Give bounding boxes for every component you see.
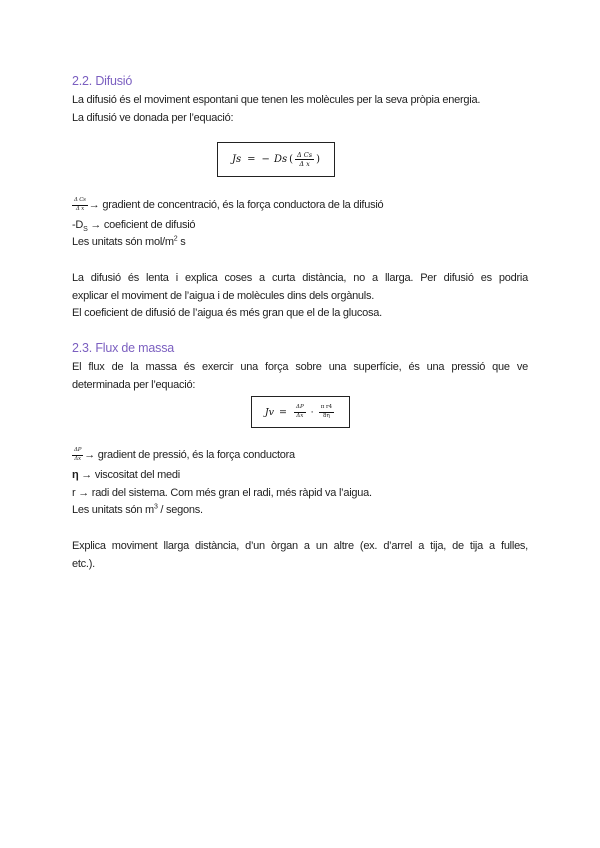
eq-minus: − xyxy=(261,154,270,165)
gradient-denominator: Δ x xyxy=(75,205,84,212)
viscosity-text: → viscositat del medi xyxy=(78,469,180,481)
difusio-definition: La difusió és el moviment espontani que tenen les molècules per la seva pròpia energia. xyxy=(72,94,481,106)
diffusion-equation xyxy=(217,142,335,177)
units2-prefix: Les unitats són m xyxy=(72,504,154,516)
pressure-gradient-numerator: ΔP xyxy=(72,448,83,456)
eq2-fraction-1-numerator: ΔP xyxy=(294,405,306,413)
gradient-text: → gradient de concentració, és la força conductora de la difusió xyxy=(88,199,384,211)
gradient-fraction xyxy=(72,198,88,212)
eq-lhs: Js xyxy=(232,154,242,165)
pressure-gradient-definition xyxy=(72,445,528,465)
mass-flux-units xyxy=(72,503,528,517)
eq-fraction-numerator: Δ Cs xyxy=(297,150,313,159)
flux-definition-line-1: El flux de la massa és exercir una força sobre una superfície, és una pressió que ve xyxy=(72,361,528,373)
flux-paragraph-line-1: Explica moviment llarga distància, d’un òrgan a un altre (ex. d’arrel a tija, de tija a fulles, xyxy=(72,540,528,552)
units-suffix: s xyxy=(177,236,186,248)
eq-equals: = xyxy=(247,154,256,165)
units-superscript: 2 xyxy=(173,235,178,243)
eq2-fraction-1-denominator: Δx xyxy=(296,412,304,419)
eq2-equals: = xyxy=(279,406,287,418)
eq2-fraction-2-denominator: 8η xyxy=(323,412,330,419)
coef-text: → coeficient de difusió xyxy=(87,219,196,231)
difusio-equation-intro: La difusió ve donada per l’equació: xyxy=(72,112,234,124)
pressure-gradient-denominator: Δx xyxy=(74,455,81,462)
eq2-fraction-2-numerator: π r4 xyxy=(319,405,335,413)
difusio-paragraph-line-1: La difusió és lenta i explica coses a curta distància, no a llarga. Per difusió es podria xyxy=(72,272,528,284)
section-heading-difusio: 2.2. Difusió xyxy=(72,74,133,88)
radius-definition: r → radi del sistema. Com més gran el radi, més ràpid va l’aigua. xyxy=(72,487,372,499)
pressure-gradient-text: → gradient de pressió, és la força conductora xyxy=(84,449,295,461)
coef-prefix: -D xyxy=(72,219,84,231)
gradient-numerator: Δ Cs xyxy=(72,198,88,206)
difusio-paragraph-line-3: El coeficient de difusió de l’aigua és més gran que el de la glucosa. xyxy=(72,307,382,319)
eq2-dot: · xyxy=(310,406,314,418)
units2-suffix: / segons. xyxy=(157,504,203,516)
eq-close-paren: ) xyxy=(316,154,320,165)
viscosity-definition xyxy=(72,468,528,482)
eq2-lhs: Jv xyxy=(264,406,274,418)
eta-symbol: η xyxy=(72,469,79,481)
flux-paragraph-line-2: etc.). xyxy=(72,558,95,570)
units2-superscript: 3 xyxy=(153,503,158,511)
section-heading-flux-de-massa: 2.3. Flux de massa xyxy=(72,341,175,355)
difusio-paragraph-line-2: explicar el moviment de l’aigua i de molècules dins dels orgànuls. xyxy=(72,290,375,302)
eq2-fraction-1 xyxy=(294,405,306,419)
pressure-gradient-fraction xyxy=(72,448,83,462)
eq-fraction-denominator: Δ x xyxy=(299,160,310,168)
mass-flux-equation xyxy=(251,396,350,428)
eq2-fraction-2 xyxy=(319,405,335,419)
eq-open-paren: ( xyxy=(289,154,293,165)
units-prefix: Les unitats són mol/m xyxy=(72,236,174,248)
diffusion-units xyxy=(72,235,528,249)
eq-fraction xyxy=(295,152,314,168)
eq-coef: Ds xyxy=(273,154,288,165)
concentration-gradient-definition xyxy=(72,195,528,215)
diffusion-coefficient-definition xyxy=(72,218,528,232)
flux-definition-line-2: determinada per l’equació: xyxy=(72,379,196,391)
coef-subscript: S xyxy=(83,226,88,234)
